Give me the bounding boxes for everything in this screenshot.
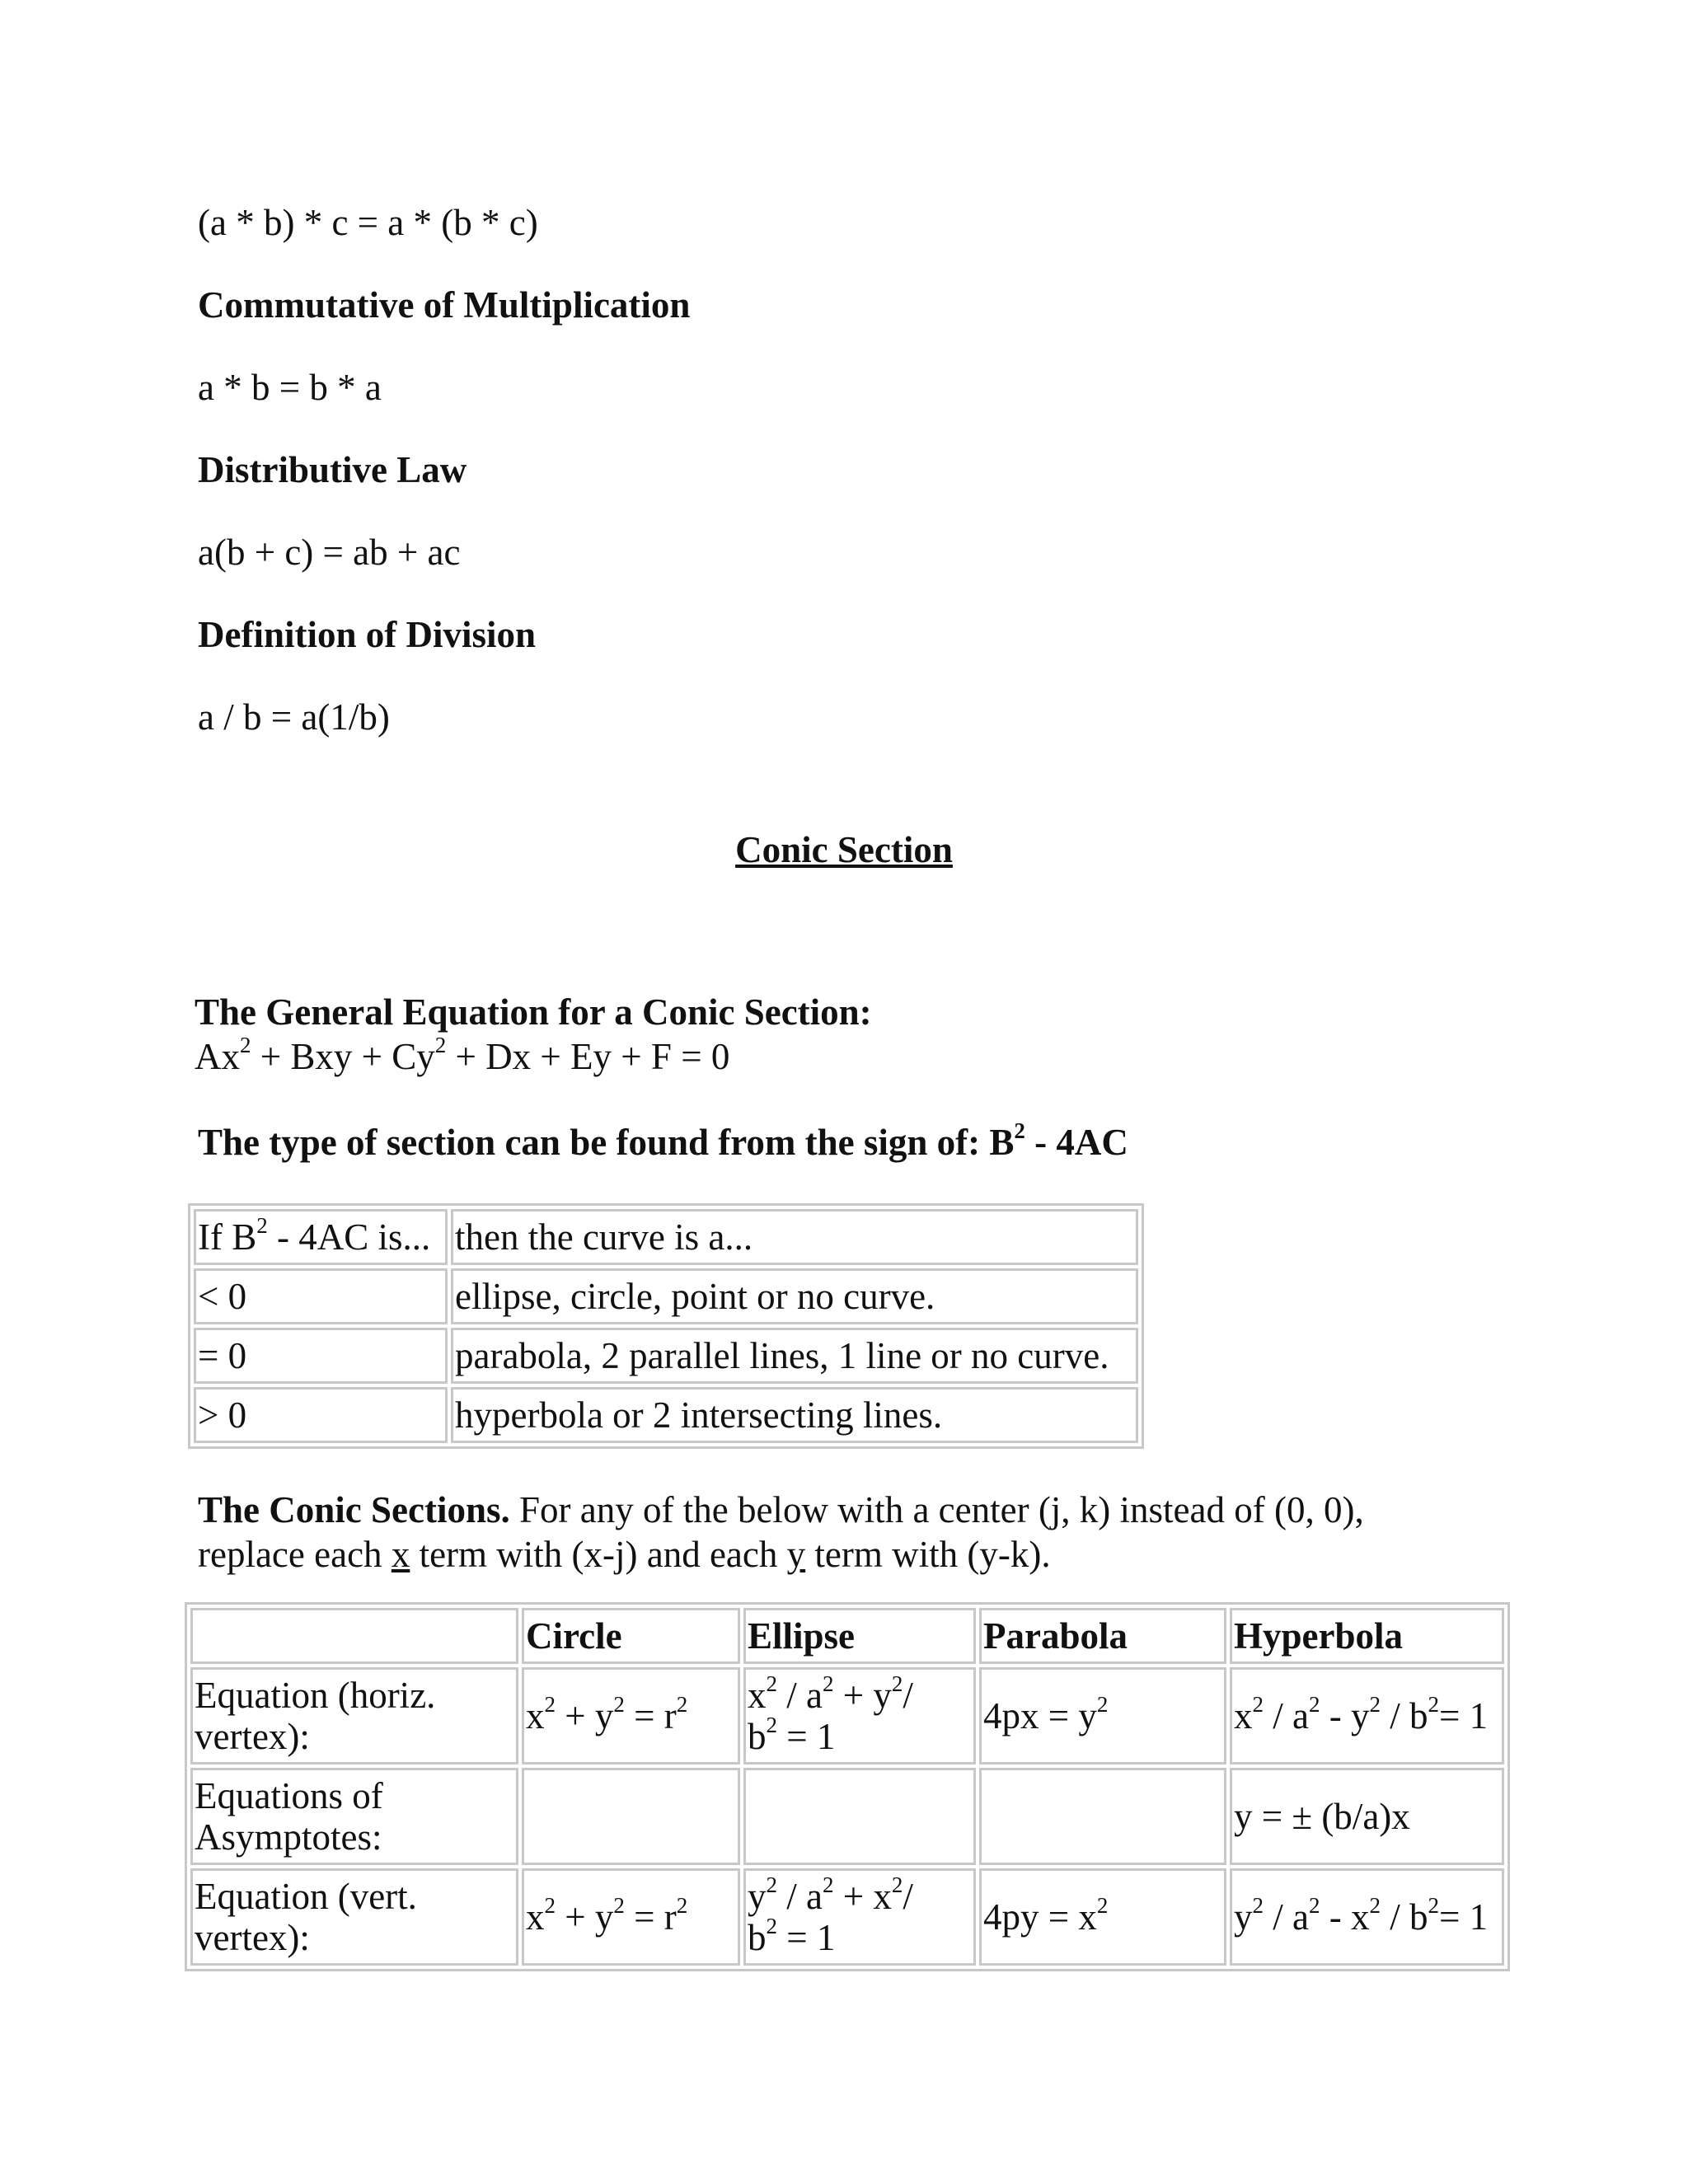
circle-asymptotes	[522, 1768, 740, 1865]
hyperbola-vertical-eq: $y^2 / a^2 - x^2 / b^2= 1$	[1230, 1868, 1504, 1966]
conic-sections-note-line1: The Conic Sections. For any of the below with a center (j, k) instead of (0, 0),	[198, 1489, 1364, 1530]
type-determinant-line: The type of section can be found from the sign of: $B^2 - 4AC$	[198, 1118, 1128, 1163]
general-equation-heading: The General Equation for a Conic Section:	[195, 991, 872, 1033]
ellipse-header: Ellipse	[743, 1608, 976, 1664]
conic-sections-note-line2: replace each x term with (x-j) and each y term with (y-k).	[198, 1534, 1051, 1575]
conic-sections-table	[185, 1602, 1510, 1971]
table-row	[190, 1667, 1504, 1765]
general-equation: $Ax^2$ + Bxy + $Cy^2 + Dx + Ey + F = 0$	[195, 1032, 730, 1077]
ellipse-vertical-eq: $y^2 / a^2 + x^2/$ $b^2 = 1$	[743, 1868, 976, 1966]
distributive-heading: Distributive Law	[198, 449, 467, 490]
table-row	[190, 1768, 1504, 1865]
associative-equation: (a * b) * c = a * (b * c)	[198, 202, 538, 243]
discriminant-header: If $B^2 - 4AC$ is...	[194, 1209, 448, 1265]
curve-cell: parabola, 2 parallel lines, 1 line or no curve.	[451, 1328, 1138, 1384]
parabola-horizontal-eq: $4px = y^2$	[979, 1667, 1226, 1765]
ellipse-asymptotes	[743, 1768, 976, 1865]
ellipse-horizontal-eq: $x^2 / a^2 + y^2/$ $b^2 = 1$	[743, 1667, 976, 1765]
distributive-equation: a(b + c) = ab + ac	[198, 532, 461, 573]
hyperbola-header: Hyperbola	[1230, 1608, 1504, 1664]
circle-header: Circle	[522, 1608, 740, 1664]
hyperbola-asymptotes: y = ± (b/a)x	[1230, 1768, 1504, 1865]
circle-horizontal-eq: $x^2 + y^2 = r^2$	[522, 1667, 740, 1765]
table-row	[194, 1328, 1138, 1384]
row-label-vertical: Equation (vert. vertex):	[190, 1868, 518, 1966]
hyperbola-horizontal-eq: $x^2 / a^2 - y^2 / b^2= 1$	[1230, 1667, 1504, 1765]
corner-header	[190, 1608, 518, 1664]
conic-section-title: Conic Section	[735, 829, 953, 870]
row-label-horizontal: Equation (horiz. vertex):	[190, 1667, 518, 1765]
division-equation: a / b = a(1/b)	[198, 696, 390, 738]
curve-cell: hyperbola or 2 intersecting lines.	[451, 1387, 1138, 1443]
table-header-row	[190, 1608, 1504, 1664]
discriminant-cell: = 0	[194, 1328, 448, 1384]
table-row	[194, 1387, 1138, 1443]
row-label-asymptotes: Equations of Asymptotes:	[190, 1768, 518, 1865]
curve-cell: ellipse, circle, point or no curve.	[451, 1268, 1138, 1324]
discriminant-cell: < 0	[194, 1268, 448, 1324]
discriminant-cell: > 0	[194, 1387, 448, 1443]
division-heading: Definition of Division	[198, 614, 537, 655]
curve-header: then the curve is a...	[451, 1209, 1138, 1265]
discriminant-table	[188, 1203, 1144, 1449]
circle-vertical-eq: $x^2 + y^2 = r^2$	[522, 1868, 740, 1966]
parabola-asymptotes	[979, 1768, 1226, 1865]
table-row	[194, 1268, 1138, 1324]
parabola-vertical-eq: $4py = x^2$	[979, 1868, 1226, 1966]
table-row	[190, 1868, 1504, 1966]
parabola-header: Parabola	[979, 1608, 1226, 1664]
table-header-row	[194, 1209, 1138, 1265]
commutative-equation: a * b = b * a	[198, 367, 382, 408]
commutative-heading: Commutative of Multiplication	[198, 284, 691, 326]
